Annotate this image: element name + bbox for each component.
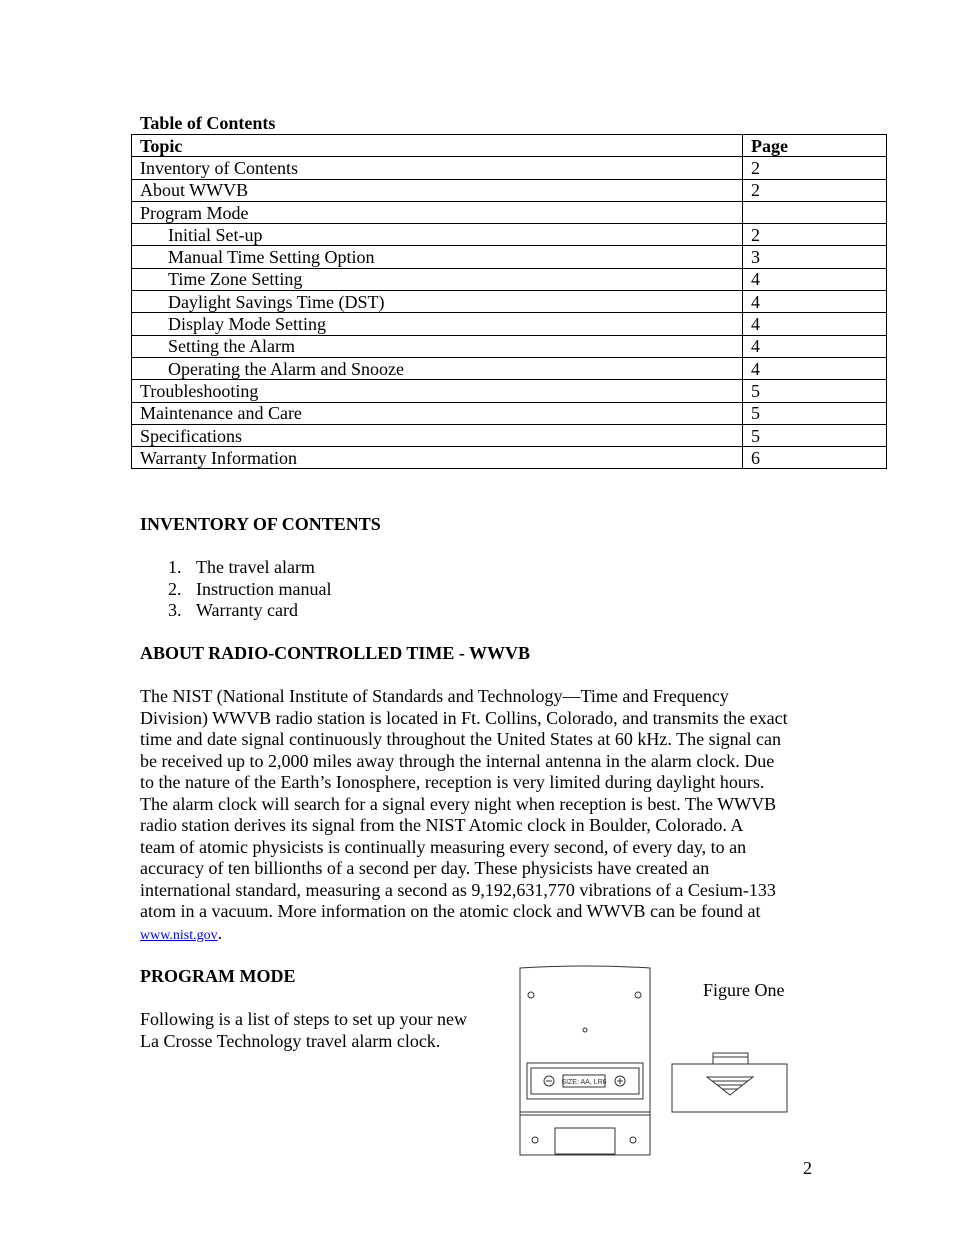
toc-topic: Inventory of Contents	[132, 157, 743, 179]
toc-row	[132, 268, 887, 290]
program-paragraph	[140, 1009, 467, 1052]
about-paragraph	[140, 686, 830, 946]
arrow-down-icon	[707, 1077, 753, 1095]
toc-row	[132, 313, 887, 335]
paragraph-line: La Crosse Technology travel alarm clock.	[140, 1030, 441, 1051]
toc-title: Table of Contents	[140, 113, 276, 133]
screw-icon	[635, 992, 641, 998]
screw-icon	[630, 1137, 636, 1143]
screw-icon	[532, 1137, 538, 1143]
clock-back-figure	[517, 964, 653, 1156]
about-heading: ABOUT RADIO-CONTROLLED TIME - WWVB	[140, 643, 531, 663]
screw-hole-icon	[583, 1028, 587, 1032]
device-outline	[520, 966, 650, 1155]
toc-topic: Display Mode Setting	[132, 313, 743, 335]
paragraph-line: international standard, measuring a second as 9,192,631,770 vibrations of a Cesium-133	[140, 879, 776, 900]
toc-header-row	[132, 135, 887, 157]
program-heading: PROGRAM MODE	[140, 966, 296, 986]
paragraph-line: Division) WWVB radio station is located in Ft. Collins, Colorado, and transmits the exact	[140, 707, 788, 728]
battery-door	[555, 1128, 615, 1154]
paragraph-line: radio station derives its signal from the NIST Atomic clock in Boulder, Colorado. A	[140, 815, 744, 835]
toc-topic: About WWVB	[132, 179, 743, 201]
toc-page: 2	[743, 157, 887, 179]
toc-row	[132, 246, 887, 268]
toc-row	[132, 357, 887, 379]
toc-row	[132, 335, 887, 357]
battery-cover-figure	[670, 1050, 792, 1116]
toc-table	[131, 134, 887, 469]
cover-tab	[713, 1053, 748, 1064]
paragraph-line: accuracy of ten billionths of a second per day. These physicists have created an	[140, 858, 710, 878]
paragraph-line: The NIST (National Institute of Standards and Technology—Time and Frequency	[140, 686, 729, 706]
nist-link[interactable]: www.nist.gov	[140, 927, 218, 943]
toc-topic: Troubleshooting	[132, 380, 743, 402]
paragraph-line	[140, 923, 830, 947]
paragraph-line: time and date signal continuously throughout the United States at 60 kHz. The signal can	[140, 729, 782, 749]
toc-page: 4	[743, 268, 887, 290]
link-suffix: .	[217, 922, 223, 943]
list-text: Warranty card	[196, 600, 298, 620]
toc-topic: Setting the Alarm	[132, 335, 743, 357]
toc-topic: Operating the Alarm and Snooze	[132, 357, 743, 379]
page-number: 2	[803, 1158, 812, 1178]
toc-page: 5	[743, 424, 887, 446]
toc-page: 4	[743, 313, 887, 335]
toc-row	[132, 380, 887, 402]
toc-header-topic: Topic	[132, 135, 743, 157]
toc-row	[132, 402, 887, 424]
toc-page: 4	[743, 291, 887, 313]
list-item	[168, 600, 331, 622]
screw-icon	[528, 992, 534, 998]
inventory-heading: INVENTORY OF CONTENTS	[140, 514, 381, 534]
toc-topic: Specifications	[132, 424, 743, 446]
toc-row	[132, 201, 887, 223]
battery-size-text: SIZE: AA, LR6	[561, 1079, 607, 1086]
figure-label: Figure One	[703, 980, 785, 1000]
toc-row	[132, 447, 887, 469]
toc-row	[132, 291, 887, 313]
paragraph-line: to the nature of the Earth’s Ionosphere, reception is very limited during daylight hours.	[140, 772, 765, 792]
toc-page: 2	[743, 179, 887, 201]
list-text: The travel alarm	[196, 557, 315, 577]
toc-topic: Program Mode	[132, 201, 743, 223]
cover-outline	[672, 1064, 787, 1112]
paragraph-line: team of atomic physicists is continually measuring every second, of every day, to an	[140, 836, 747, 857]
toc-page: 5	[743, 380, 887, 402]
paragraph-line: be received up to 2,000 miles away through the internal antenna in the alarm clock. Due	[140, 750, 775, 771]
list-number: 2.	[168, 578, 182, 599]
paragraph-line: atom in a vacuum. More information on the atomic clock and WWVB can be found at	[140, 901, 761, 921]
toc-page: 4	[743, 357, 887, 379]
toc-row	[132, 424, 887, 446]
toc-page: 5	[743, 402, 887, 424]
paragraph-line: The alarm clock will search for a signal every night when reception is best. The WWVB	[140, 793, 777, 814]
toc-topic: Time Zone Setting	[132, 268, 743, 290]
list-number: 3.	[168, 600, 182, 620]
paragraph-line: Following is a list of steps to set up your new	[140, 1009, 467, 1029]
toc-row	[132, 224, 887, 246]
toc-topic: Daylight Savings Time (DST)	[132, 291, 743, 313]
inventory-list	[168, 557, 331, 622]
toc-page: 4	[743, 335, 887, 357]
toc-topic: Manual Time Setting Option	[132, 246, 743, 268]
toc-page: 3	[743, 246, 887, 268]
toc-page: 2	[743, 224, 887, 246]
toc-topic: Initial Set-up	[132, 224, 743, 246]
toc-row	[132, 179, 887, 201]
list-item	[168, 579, 331, 601]
toc-header-page: Page	[743, 135, 887, 157]
list-text: Instruction manual	[196, 578, 332, 599]
toc-row	[132, 157, 887, 179]
toc-topic: Warranty Information	[132, 447, 743, 469]
list-item	[168, 557, 331, 579]
toc-page	[743, 201, 887, 223]
toc-topic: Maintenance and Care	[132, 402, 743, 424]
toc-page: 6	[743, 447, 887, 469]
list-number: 1.	[168, 557, 182, 577]
